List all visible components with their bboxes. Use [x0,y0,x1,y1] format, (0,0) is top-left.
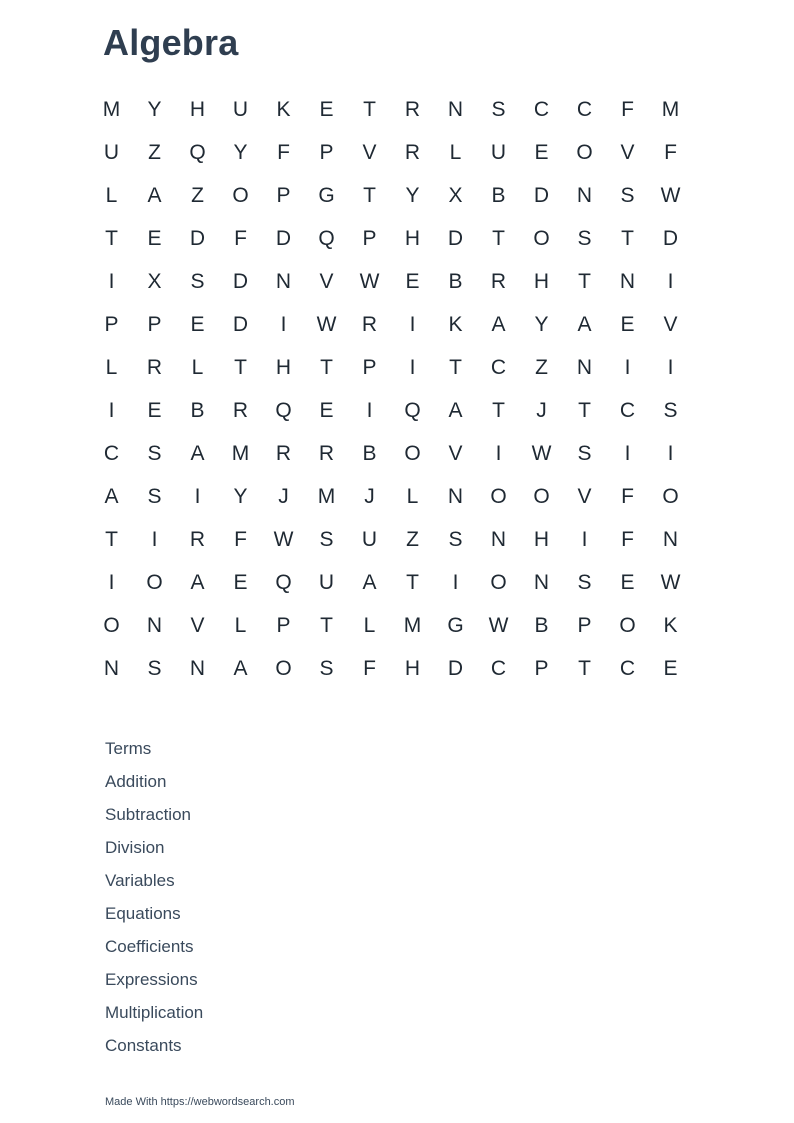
grid-letter: T [320,355,333,379]
grid-letter: W [316,312,337,336]
grid-letter: H [404,656,421,680]
grid-letter: O [576,140,593,164]
grid-letter: T [105,527,118,551]
grid-letter: U [103,140,120,164]
grid-letter: I [667,441,674,465]
grid-letter: D [447,226,464,250]
grid-letter: A [491,312,506,336]
grid-letter: C [576,97,593,121]
grid-letter: E [319,97,334,121]
grid-letter: U [232,97,249,121]
grid-letter: A [104,484,119,508]
grid-letter: S [577,441,592,465]
grid-letter: O [533,226,550,250]
grid-letter: B [534,613,549,637]
grid-letter: R [404,97,421,121]
grid-letter: Q [189,140,206,164]
grid-letter: I [667,269,674,293]
grid-letter: V [663,312,678,336]
grid-letter: H [275,355,292,379]
grid-letter: R [318,441,335,465]
grid-letter: N [576,183,593,207]
grid-letter: E [620,570,635,594]
grid-letter: M [661,97,680,121]
word-list [105,736,203,1066]
grid-letter: O [533,484,550,508]
grid-letter: L [191,355,204,379]
grid-letter: M [317,484,336,508]
grid-letter: D [275,226,292,250]
grid-letter: V [577,484,592,508]
grid-letter: R [404,140,421,164]
grid-letter: Z [406,527,419,551]
grid-letter: I [624,441,631,465]
grid-letter: F [621,527,634,551]
grid-letter: O [232,183,249,207]
grid-letter: T [363,97,376,121]
grid-letter: V [448,441,463,465]
grid-letter: C [619,398,636,422]
grid-letter: Z [535,355,548,379]
grid-letter: B [491,183,506,207]
grid-letter: H [189,97,206,121]
grid-letter: Q [404,398,421,422]
grid-letter: V [362,140,377,164]
grid-letter: U [361,527,378,551]
word-list-item: Variables [105,871,175,890]
grid-letter: N [103,656,120,680]
page-title: Algebra [103,22,239,63]
grid-letter: D [662,226,679,250]
grid-letter: L [105,183,118,207]
grid-letter: S [147,656,162,680]
grid-letter: E [405,269,420,293]
grid-letter: O [619,613,636,637]
grid-letter: S [448,527,463,551]
grid-letter: X [147,269,162,293]
grid-letter: Q [275,570,292,594]
grid-letter: S [577,226,592,250]
grid-letter: K [276,97,291,121]
grid-letter: F [234,527,247,551]
grid-letter: I [108,570,115,594]
grid-letter: O [662,484,679,508]
grid-letter: H [533,269,550,293]
grid-letter: A [577,312,592,336]
grid-letter: E [233,570,248,594]
grid-letter: B [362,441,377,465]
grid-letter: X [448,183,463,207]
grid-letter: L [406,484,419,508]
grid-letter: H [533,527,550,551]
grid-letter: T [449,355,462,379]
grid-letter: Y [147,97,162,121]
word-list-item: Expressions [105,970,198,989]
grid-letter: S [147,484,162,508]
grid-letter: E [147,398,162,422]
grid-letter: Q [318,226,335,250]
grid-letter: Y [233,484,248,508]
grid-letter: F [664,140,677,164]
grid-letter: B [190,398,205,422]
word-list-item: Terms [105,739,152,758]
grid-letter: L [234,613,247,637]
grid-letter: G [447,613,464,637]
grid-letter: D [533,183,550,207]
grid-letter: G [318,183,335,207]
grid-letter: F [277,140,290,164]
grid-letter: N [533,570,550,594]
grid-letter: R [275,441,292,465]
grid-letter: I [151,527,158,551]
grid-letter: N [619,269,636,293]
grid-letter: T [621,226,634,250]
grid-letter: P [319,140,334,164]
grid-letter: K [663,613,678,637]
grid-letter: V [190,613,205,637]
grid-letter: S [663,398,678,422]
grid-letter: Q [275,398,292,422]
grid-letter: A [190,441,205,465]
footer-credit: Made With https://webwordsearch.com [105,1096,295,1108]
grid-letter: O [275,656,292,680]
grid-letter: E [319,398,334,422]
grid-letter: V [620,140,635,164]
grid-letter: B [448,269,463,293]
grid-letter: W [531,441,552,465]
grid-letter: S [577,570,592,594]
grid-letter: N [189,656,206,680]
grid-letter: P [276,613,291,637]
grid-letter: T [363,183,376,207]
grid-letter: J [364,484,375,508]
grid-letter: I [108,398,115,422]
word-list-item: Equations [105,904,181,923]
grid-letter: C [103,441,120,465]
grid-letter: P [534,656,549,680]
grid-letter: F [621,97,634,121]
grid-letter: M [231,441,250,465]
grid-letter: A [190,570,205,594]
grid-letter: D [232,269,249,293]
grid-letter: I [624,355,631,379]
grid-letter: H [404,226,421,250]
grid-letter: W [660,183,681,207]
grid-letter: O [490,570,507,594]
word-list-item: Division [105,838,165,857]
grid-letter: Y [405,183,420,207]
grid-letter: I [108,269,115,293]
grid-letter: S [319,656,334,680]
grid-letter: J [278,484,289,508]
grid-letter: P [276,183,291,207]
grid-letter: T [234,355,247,379]
grid-letter: D [189,226,206,250]
grid-letter: F [234,226,247,250]
grid-letter: P [147,312,162,336]
grid-letter: N [275,269,292,293]
grid-letter: A [233,656,248,680]
grid-letter: P [362,226,377,250]
grid-letter: C [490,355,507,379]
grid-letter: F [621,484,634,508]
grid-letter: P [577,613,592,637]
grid-letter: N [447,484,464,508]
word-list-item: Subtraction [105,805,191,824]
grid-letter: I [495,441,502,465]
grid-letter: J [536,398,547,422]
grid-letter: A [147,183,162,207]
grid-letter: R [232,398,249,422]
grid-letter: C [533,97,550,121]
grid-letter: T [492,226,505,250]
word-list-item: Constants [105,1036,182,1055]
grid-letter: N [146,613,163,637]
grid-letter: F [363,656,376,680]
grid-letter: D [447,656,464,680]
grid-letter: E [620,312,635,336]
grid-letter: P [362,355,377,379]
grid-letter: O [404,441,421,465]
grid-letter: N [662,527,679,551]
grid-letter: D [232,312,249,336]
grid-letter: W [359,269,380,293]
grid-letter: E [663,656,678,680]
grid-letter: I [366,398,373,422]
grid-letter: A [362,570,377,594]
grid-letter: T [578,269,591,293]
grid-letter: W [273,527,294,551]
grid-letter: O [490,484,507,508]
grid-letter: V [319,269,334,293]
grid-letter: K [448,312,463,336]
grid-letter: W [488,613,509,637]
grid-letter: Z [191,183,204,207]
grid-letter: S [147,441,162,465]
letter-grid [90,88,692,690]
grid-letter: C [490,656,507,680]
grid-letter: L [105,355,118,379]
grid-letter: L [449,140,462,164]
grid-letter: R [361,312,378,336]
grid-letter: I [194,484,201,508]
grid-letter: S [190,269,205,293]
grid-letter: P [104,312,119,336]
grid-letter: S [620,183,635,207]
grid-letter: T [406,570,419,594]
grid-letter: I [409,355,416,379]
word-list-item: Coefficients [105,937,194,956]
grid-letter: M [403,613,422,637]
grid-letter: A [448,398,463,422]
grid-letter: T [105,226,118,250]
grid-letter: C [619,656,636,680]
grid-letter: I [280,312,287,336]
grid-letter: E [190,312,205,336]
grid-letter: R [189,527,206,551]
grid-letter: U [490,140,507,164]
grid-letter: T [578,656,591,680]
grid-letter: T [492,398,505,422]
grid-letter: I [667,355,674,379]
word-list-item: Addition [105,772,167,791]
grid-letter: R [146,355,163,379]
grid-letter: N [576,355,593,379]
grid-letter: I [452,570,459,594]
grid-letter: N [447,97,464,121]
grid-letter: E [534,140,549,164]
word-list-item: Multiplication [105,1003,204,1022]
grid-letter: Z [148,140,161,164]
grid-letter: S [319,527,334,551]
grid-letter: N [490,527,507,551]
grid-letter: O [146,570,163,594]
grid-letter: E [147,226,162,250]
grid-letter: Y [233,140,248,164]
grid-letter: Y [534,312,549,336]
grid-letter: L [363,613,376,637]
grid-letter: T [578,398,591,422]
grid-letter: U [318,570,335,594]
grid-letter: M [102,97,121,121]
grid-letter: O [103,613,120,637]
grid-letter: W [660,570,681,594]
grid-letter: R [490,269,507,293]
grid-letter: T [320,613,333,637]
grid-letter: I [409,312,416,336]
grid-letter: S [491,97,506,121]
grid-letter: I [581,527,588,551]
